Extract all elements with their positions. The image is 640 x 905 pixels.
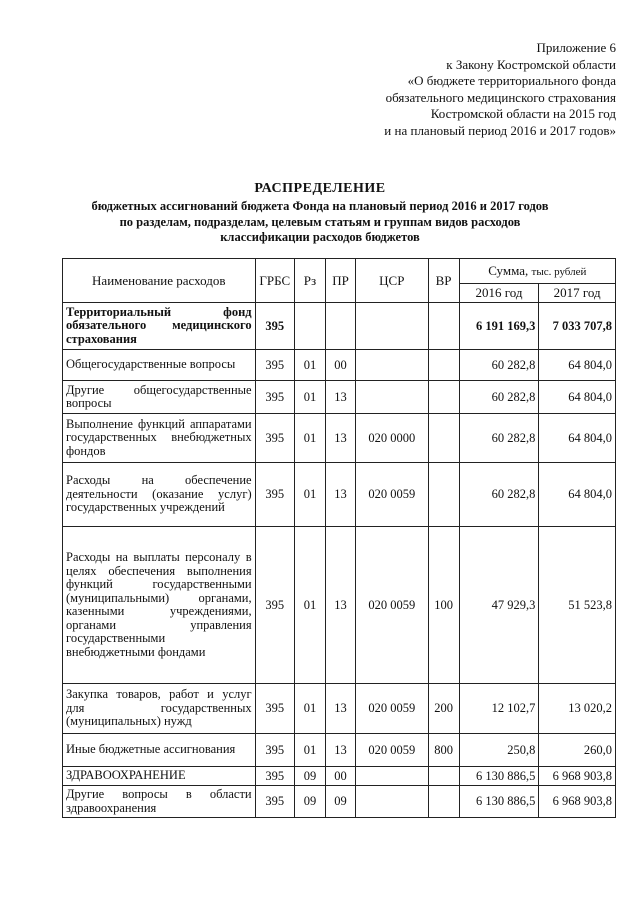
cell-csr (356, 767, 428, 786)
budget-table-body (63, 303, 616, 818)
cell-grbs: 395 (255, 303, 294, 350)
cell-2017: 13 020,2 (539, 684, 616, 734)
cell-name: ЗДРАВООХРАНЕНИЕ (63, 767, 256, 786)
table-row (63, 786, 616, 818)
cell-vr (428, 350, 459, 381)
cell-2017: 51 523,8 (539, 527, 616, 684)
cell-name: Другие общегосударственные вопросы (63, 381, 256, 414)
cell-grbs: 395 (255, 684, 294, 734)
cell-pr: 13 (326, 684, 356, 734)
appendix-block (196, 40, 616, 139)
cell-rz: 09 (294, 767, 325, 786)
cell-pr: 13 (326, 414, 356, 463)
cell-rz: 01 (294, 684, 325, 734)
header-rz: Рз (294, 259, 325, 303)
cell-csr: 020 0059 (356, 684, 428, 734)
appendix-line: Приложение 6 (536, 40, 616, 55)
cell-csr (356, 303, 428, 350)
cell-pr: 00 (326, 767, 356, 786)
table-row (63, 350, 616, 381)
cell-vr (428, 414, 459, 463)
header-sum (459, 259, 615, 284)
subtitle-line: классификации расходов бюджетов (220, 230, 420, 244)
appendix-line: к Закону Костромской области (446, 56, 616, 72)
cell-csr: 020 0059 (356, 463, 428, 527)
table-row (63, 381, 616, 414)
cell-pr: 13 (326, 527, 356, 684)
cell-2016: 12 102,7 (459, 684, 539, 734)
cell-vr (428, 303, 459, 350)
cell-name: Расходы на выплаты персоналу в целях обеспечения выполнения функций государственными (муниципальными) органами, казенными учреждениями, органами управления государственными внебюджетными фондами (63, 527, 256, 684)
cell-csr (356, 350, 428, 381)
table-row (63, 463, 616, 527)
header-name: Наименование расходов (63, 259, 256, 303)
cell-2016: 6 130 886,5 (459, 767, 539, 786)
cell-rz: 01 (294, 734, 325, 767)
cell-pr: 09 (326, 786, 356, 818)
cell-grbs: 395 (255, 734, 294, 767)
appendix-line: обязательного медицинского страхования (385, 89, 616, 105)
cell-csr (356, 786, 428, 818)
subtitle-line: бюджетных ассигнований бюджета Фонда на плановый период 2016 и 2017 годов (91, 199, 549, 213)
cell-rz (294, 303, 325, 350)
table-row (63, 303, 616, 350)
cell-vr (428, 463, 459, 527)
cell-grbs: 395 (255, 414, 294, 463)
cell-rz: 01 (294, 350, 325, 381)
cell-csr (356, 381, 428, 414)
table-row (63, 684, 616, 734)
header-grbs: ГРБС (255, 259, 294, 303)
cell-grbs: 395 (255, 527, 294, 684)
appendix-line: Костромской области на 2015 год (430, 106, 616, 121)
cell-2016: 60 282,8 (459, 350, 539, 381)
cell-2017: 6 968 903,8 (539, 767, 616, 786)
cell-pr: 13 (326, 734, 356, 767)
cell-2016: 6 191 169,3 (459, 303, 539, 350)
cell-2016: 250,8 (459, 734, 539, 767)
cell-2017: 64 804,0 (539, 414, 616, 463)
cell-grbs: 395 (255, 381, 294, 414)
cell-pr: 13 (326, 463, 356, 527)
cell-2017: 64 804,0 (539, 381, 616, 414)
cell-2016: 6 130 886,5 (459, 786, 539, 818)
header-year-2017: 2017 год (539, 284, 616, 303)
appendix-line: «О бюджете территориального фонда (407, 73, 616, 88)
cell-pr: 13 (326, 381, 356, 414)
cell-pr: 00 (326, 350, 356, 381)
table-row (63, 414, 616, 463)
cell-rz: 01 (294, 381, 325, 414)
cell-grbs: 395 (255, 786, 294, 818)
table-row (63, 767, 616, 786)
header-pr: ПР (326, 259, 356, 303)
cell-grbs: 395 (255, 463, 294, 527)
cell-vr: 800 (428, 734, 459, 767)
table-row (63, 734, 616, 767)
cell-vr (428, 786, 459, 818)
header-sum-label: Сумма, (488, 263, 529, 278)
cell-csr: 020 0000 (356, 414, 428, 463)
cell-csr: 020 0059 (356, 734, 428, 767)
cell-name: Территориальный фонд обязательного медицинского страхования (63, 303, 256, 350)
document-subtitle (20, 199, 620, 246)
cell-vr: 200 (428, 684, 459, 734)
cell-rz: 01 (294, 463, 325, 527)
cell-2017: 64 804,0 (539, 350, 616, 381)
cell-vr (428, 381, 459, 414)
cell-2016: 47 929,3 (459, 527, 539, 684)
cell-2016: 60 282,8 (459, 463, 539, 527)
cell-2017: 64 804,0 (539, 463, 616, 527)
appendix-line: и на плановый период 2016 и 2017 годов» (384, 122, 616, 138)
cell-name: Выполнение функций аппаратами государственных внебюджетных фондов (63, 414, 256, 463)
cell-rz: 01 (294, 527, 325, 684)
document-title: РАСПРЕДЕЛЕНИЕ (254, 181, 386, 196)
cell-name: Другие вопросы в области здравоохранения (63, 786, 256, 818)
cell-2017: 260,0 (539, 734, 616, 767)
cell-vr (428, 767, 459, 786)
cell-2016: 60 282,8 (459, 381, 539, 414)
cell-vr: 100 (428, 527, 459, 684)
cell-pr (326, 303, 356, 350)
cell-csr: 020 0059 (356, 527, 428, 684)
table-row (63, 527, 616, 684)
cell-rz: 09 (294, 786, 325, 818)
cell-grbs: 395 (255, 350, 294, 381)
header-csr: ЦСР (356, 259, 428, 303)
cell-2017: 6 968 903,8 (539, 786, 616, 818)
budget-table (62, 258, 616, 818)
cell-name: Закупка товаров, работ и услуг для государственных (муниципальных) нужд (63, 684, 256, 734)
cell-grbs: 395 (255, 767, 294, 786)
header-year-2016: 2016 год (459, 284, 539, 303)
cell-name: Общегосударственные вопросы (63, 350, 256, 381)
header-vr: ВР (428, 259, 459, 303)
cell-rz: 01 (294, 414, 325, 463)
header-sum-unit: тыс. рублей (531, 266, 587, 278)
cell-name: Иные бюджетные ассигнования (63, 734, 256, 767)
cell-2016: 60 282,8 (459, 414, 539, 463)
subtitle-line: по разделам, подразделам, целевым статьям и группам видов расходов (119, 214, 521, 229)
cell-name: Расходы на обеспечение деятельности (оказание услуг) государственных учреждений (63, 463, 256, 527)
cell-2017: 7 033 707,8 (539, 303, 616, 350)
